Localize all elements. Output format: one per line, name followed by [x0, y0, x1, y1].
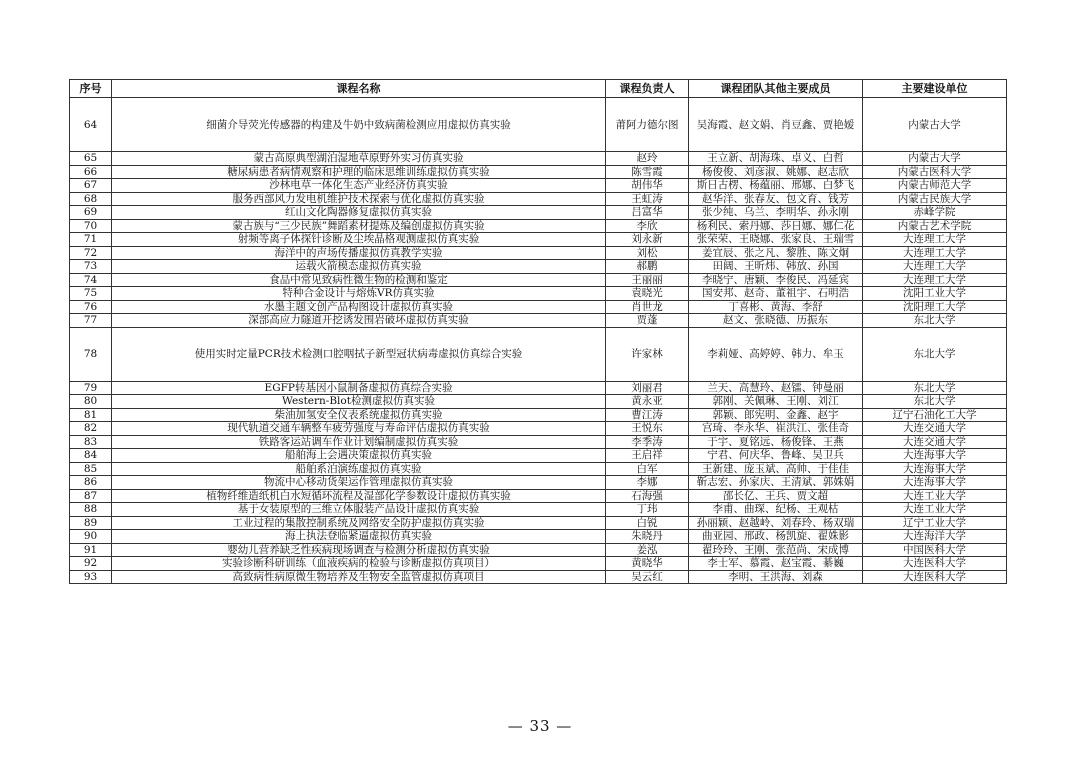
row-index: 91 — [70, 543, 112, 557]
course-name: 海洋中的声场传播虚拟仿真教学实验 — [112, 246, 606, 260]
table-row — [70, 314, 1007, 328]
institution: 东北大学 — [863, 314, 1007, 328]
course-name: 深部高应力隧道开挖诱发围岩破坏虚拟仿真实验 — [112, 314, 606, 328]
institution: 中国医科大学 — [863, 543, 1007, 557]
course-name: 食品中常见致病性微生物的检测和鉴定 — [112, 273, 606, 287]
team-members: 宁君、何庆华、鲁峰、吴卫兵 — [689, 449, 863, 463]
institution: 东北大学 — [863, 381, 1007, 395]
row-index: 89 — [70, 516, 112, 530]
table-row — [70, 503, 1007, 517]
team-members: 李明、王洪海、刘森 — [689, 570, 863, 584]
course-lead: 黄永亚 — [606, 395, 689, 409]
course-lead: 李欣 — [606, 219, 689, 233]
table-row — [70, 260, 1007, 274]
table-row — [70, 273, 1007, 287]
institution: 沈阳工业大学 — [863, 287, 1007, 301]
team-members: 杨利民、索丹娜、莎日娜、娜仁花 — [689, 219, 863, 233]
header-course-lead: 课程负责人 — [606, 80, 689, 98]
institution: 大连交通大学 — [863, 435, 1007, 449]
row-index: 85 — [70, 462, 112, 476]
team-members: 张荣荣、王晓娜、张家良、王瑞雪 — [689, 233, 863, 247]
institution: 辽宁石油化工大学 — [863, 408, 1007, 422]
course-name: 蒙古高原典型湖泊湿地草原野外实习仿真实验 — [112, 152, 606, 166]
course-lead: 黄晓华 — [606, 557, 689, 571]
row-index: 93 — [70, 570, 112, 584]
course-name: 工业过程的集散控制系统及网络安全防护虚拟仿真实验 — [112, 516, 606, 530]
row-index: 76 — [70, 300, 112, 314]
team-members: 赵华洋、张春友、包文育、钱芳 — [689, 192, 863, 206]
course-name: 糖尿病患者病情观察和护理的临床思维训练虚拟仿真实验 — [112, 165, 606, 179]
institution: 内蒙古师范大学 — [863, 179, 1007, 193]
team-members: 曲亚园、邢政、杨凯旋、翟姝影 — [689, 530, 863, 544]
course-lead: 曹江涛 — [606, 408, 689, 422]
institution: 大连理工大学 — [863, 233, 1007, 247]
row-index: 81 — [70, 408, 112, 422]
course-lead: 袁晓光 — [606, 287, 689, 301]
row-index: 84 — [70, 449, 112, 463]
table-row — [70, 192, 1007, 206]
course-name: 红山文化陶器修复虚拟仿真实验 — [112, 206, 606, 220]
table-row — [70, 543, 1007, 557]
institution: 东北大学 — [863, 327, 1007, 381]
team-members: 斯日古楞、杨蕴丽、邢娜、白梦飞 — [689, 179, 863, 193]
header-index: 序号 — [70, 80, 112, 98]
course-name: 服务西部风力发电机维护技术探索与优化虚拟仿真实验 — [112, 192, 606, 206]
header-course-name: 课程名称 — [112, 80, 606, 98]
row-index: 65 — [70, 152, 112, 166]
table-row — [70, 152, 1007, 166]
course-lead: 许家林 — [606, 327, 689, 381]
course-lead: 白锐 — [606, 516, 689, 530]
team-members: 兰天、高慧玲、赵镭、钟曼丽 — [689, 381, 863, 395]
row-index: 74 — [70, 273, 112, 287]
institution: 大连理工大学 — [863, 273, 1007, 287]
course-lead: 贾蓬 — [606, 314, 689, 328]
row-index: 86 — [70, 476, 112, 490]
table-row — [70, 557, 1007, 571]
team-members: 王立新、胡海珠、卓义、白哲 — [689, 152, 863, 166]
course-lead: 李娜 — [606, 476, 689, 490]
row-index: 67 — [70, 179, 112, 193]
institution: 辽宁工业大学 — [863, 516, 1007, 530]
team-members: 李晓宁、唐颖、李俊民、冯延宾 — [689, 273, 863, 287]
row-index: 90 — [70, 530, 112, 544]
table-row — [70, 530, 1007, 544]
team-members: 翟玲玲、王刚、张范尚、宋成博 — [689, 543, 863, 557]
row-index: 78 — [70, 327, 112, 381]
team-members: 孙丽颖、赵越岭、刘春玲、杨双瑞 — [689, 516, 863, 530]
institution: 大连海事大学 — [863, 449, 1007, 463]
team-members: 国安邦、赵奇、董祖宇、石明浩 — [689, 287, 863, 301]
institution: 大连工业大学 — [863, 503, 1007, 517]
institution: 大连理工大学 — [863, 260, 1007, 274]
institution: 大连海事大学 — [863, 476, 1007, 490]
table-row — [70, 165, 1007, 179]
table-header-row — [70, 80, 1007, 98]
table-row — [70, 246, 1007, 260]
row-index: 71 — [70, 233, 112, 247]
course-table-container — [69, 79, 1006, 584]
row-index: 73 — [70, 260, 112, 274]
course-lead: 王丽丽 — [606, 273, 689, 287]
course-name: 柴油加氢安全仪表系统虚拟仿真实验 — [112, 408, 606, 422]
course-name: 射频等离子体探针诊断及尘埃晶格观测虚拟仿真实验 — [112, 233, 606, 247]
row-index: 70 — [70, 219, 112, 233]
team-members: 郭刚、关佩琳、王刚、刘江 — [689, 395, 863, 409]
course-name: 沙林电草一体化生态产业经济仿真实验 — [112, 179, 606, 193]
course-lead: 郝鹏 — [606, 260, 689, 274]
team-members: 丁喜彬、黄海、李舒 — [689, 300, 863, 314]
table-row — [70, 233, 1007, 247]
course-name: 铁路客运站调车作业计划编制虚拟仿真实验 — [112, 435, 606, 449]
course-name: 船舶海上会遇决策虚拟仿真实验 — [112, 449, 606, 463]
institution: 赤峰学院 — [863, 206, 1007, 220]
row-index: 82 — [70, 422, 112, 436]
course-name: 蒙古族与“三少民族”舞蹈素材提炼及编创虚拟仿真实验 — [112, 219, 606, 233]
row-index: 77 — [70, 314, 112, 328]
course-name: 实验诊断科研训练（血液疾病的检验与诊断虚拟仿真项目） — [112, 557, 606, 571]
course-name: 运载火箭模态虚拟仿真实验 — [112, 260, 606, 274]
course-name: 船舶系泊演练虚拟仿真实验 — [112, 462, 606, 476]
row-index: 64 — [70, 98, 112, 152]
table-row — [70, 300, 1007, 314]
team-members: 李士军、慕霞、赵宝霞、綦巍 — [689, 557, 863, 571]
table-row — [70, 449, 1007, 463]
course-lead: 王虹涛 — [606, 192, 689, 206]
institution: 内蒙古医科大学 — [863, 165, 1007, 179]
team-members: 吴海霞、赵文娟、肖豆鑫、贾艳嫒 — [689, 98, 863, 152]
table-row — [70, 381, 1007, 395]
row-index: 80 — [70, 395, 112, 409]
table-row — [70, 516, 1007, 530]
table-row — [70, 219, 1007, 233]
row-index: 68 — [70, 192, 112, 206]
course-table — [69, 79, 1007, 584]
team-members: 李莉娅、高婷婷、韩力、牟玉 — [689, 327, 863, 381]
table-row — [70, 179, 1007, 193]
institution: 大连理工大学 — [863, 246, 1007, 260]
course-name: 高致病性病原微生物培养及生物安全监管虚拟仿真项目 — [112, 570, 606, 584]
row-index: 66 — [70, 165, 112, 179]
course-name: 基于女装原型的三维立体服装产品设计虚拟仿真实验 — [112, 503, 606, 517]
course-name: 物流中心移动货架运作管理虚拟仿真实验 — [112, 476, 606, 490]
row-index: 69 — [70, 206, 112, 220]
institution: 内蒙古大学 — [863, 98, 1007, 152]
institution: 内蒙古大学 — [863, 152, 1007, 166]
course-lead: 刘永新 — [606, 233, 689, 247]
table-row — [70, 570, 1007, 584]
table-row — [70, 422, 1007, 436]
team-members: 赵文、张晓德、历振东 — [689, 314, 863, 328]
table-body — [70, 98, 1007, 584]
course-lead: 石海强 — [606, 489, 689, 503]
team-members: 张少纯、乌兰、李明华、孙永刚 — [689, 206, 863, 220]
course-lead: 吴云红 — [606, 570, 689, 584]
row-index: 92 — [70, 557, 112, 571]
course-lead: 丁玮 — [606, 503, 689, 517]
row-index: 88 — [70, 503, 112, 517]
course-name: 细菌介导荧光传感器的构建及牛奶中致病菌检测应用虚拟仿真实验 — [112, 98, 606, 152]
row-index: 72 — [70, 246, 112, 260]
course-lead: 刘松 — [606, 246, 689, 260]
row-index: 79 — [70, 381, 112, 395]
table-row — [70, 489, 1007, 503]
table-row — [70, 435, 1007, 449]
course-name: 婴幼儿营养缺乏性疾病现场调查与检测分析虚拟仿真实验 — [112, 543, 606, 557]
team-members: 田阔、王昕炜、韩放、孙国 — [689, 260, 863, 274]
institution: 大连交通大学 — [863, 422, 1007, 436]
institution: 沈阳理工大学 — [863, 300, 1007, 314]
course-name: 海上执法登临紧逼虚拟仿真实验 — [112, 530, 606, 544]
course-lead: 王悦东 — [606, 422, 689, 436]
team-members: 邵长亿、王兵、贾文超 — [689, 489, 863, 503]
row-index: 83 — [70, 435, 112, 449]
institution: 大连海事大学 — [863, 462, 1007, 476]
team-members: 杨俊俊、刘彦淑、姚娜、赵志欣 — [689, 165, 863, 179]
team-members: 靳志宏、孙家庆、王清斌、郭姝娟 — [689, 476, 863, 490]
institution: 大连工业大学 — [863, 489, 1007, 503]
course-name: Western-Blot检测虚拟仿真实验 — [112, 395, 606, 409]
institution: 内蒙古艺术学院 — [863, 219, 1007, 233]
course-lead: 赵玲 — [606, 152, 689, 166]
table-row — [70, 395, 1007, 409]
course-name: 植物纤维造纸机白水短循环流程及湿部化学参数设计虚拟仿真实验 — [112, 489, 606, 503]
team-members: 王新建、庞玉斌、高帅、于佳佳 — [689, 462, 863, 476]
team-members: 李甫、曲琛、纪杨、王观枯 — [689, 503, 863, 517]
table-row — [70, 206, 1007, 220]
course-lead: 王启祥 — [606, 449, 689, 463]
table-row — [70, 287, 1007, 301]
header-team-members: 课程团队其他主要成员 — [689, 80, 863, 98]
institution: 东北大学 — [863, 395, 1007, 409]
course-lead: 李季涛 — [606, 435, 689, 449]
row-index: 87 — [70, 489, 112, 503]
team-members: 郭颖、郎宪明、金鑫、赵宇 — [689, 408, 863, 422]
header-institution: 主要建设单位 — [863, 80, 1007, 98]
course-lead: 吕富华 — [606, 206, 689, 220]
institution: 大连海洋大学 — [863, 530, 1007, 544]
course-lead: 陈雪霞 — [606, 165, 689, 179]
course-lead: 白军 — [606, 462, 689, 476]
table-row — [70, 98, 1007, 152]
institution: 大连医科大学 — [863, 570, 1007, 584]
institution: 大连医科大学 — [863, 557, 1007, 571]
course-lead: 刘丽君 — [606, 381, 689, 395]
team-members: 于宇、夏铭远、杨俊锋、王燕 — [689, 435, 863, 449]
team-members: 姜宜辰、张之凡、黎胜、陈文炯 — [689, 246, 863, 260]
course-name: 水墨主题文创产品构图设计虚拟仿真实验 — [112, 300, 606, 314]
institution: 内蒙古民族大学 — [863, 192, 1007, 206]
course-name: 使用实时定量PCR技术检测口腔咽拭子新型冠状病毒虚拟仿真综合实验 — [112, 327, 606, 381]
course-lead: 姜泓 — [606, 543, 689, 557]
course-name: 特种合金设计与熔炼VR仿真实验 — [112, 287, 606, 301]
table-row — [70, 462, 1007, 476]
course-lead: 胡伟华 — [606, 179, 689, 193]
course-lead: 莆阿力德尔图 — [606, 98, 689, 152]
table-row — [70, 327, 1007, 381]
course-lead: 朱晓丹 — [606, 530, 689, 544]
course-name: 现代轨道交通车辆整车疲劳强度与寿命评估虚拟仿真实验 — [112, 422, 606, 436]
page-number: — 33 — — [507, 717, 573, 735]
table-row — [70, 408, 1007, 422]
course-lead: 肖世龙 — [606, 300, 689, 314]
team-members: 宫琦、李永华、崔洪江、张佳奇 — [689, 422, 863, 436]
course-name: EGFP转基因小鼠制备虚拟仿真综合实验 — [112, 381, 606, 395]
table-row — [70, 476, 1007, 490]
row-index: 75 — [70, 287, 112, 301]
